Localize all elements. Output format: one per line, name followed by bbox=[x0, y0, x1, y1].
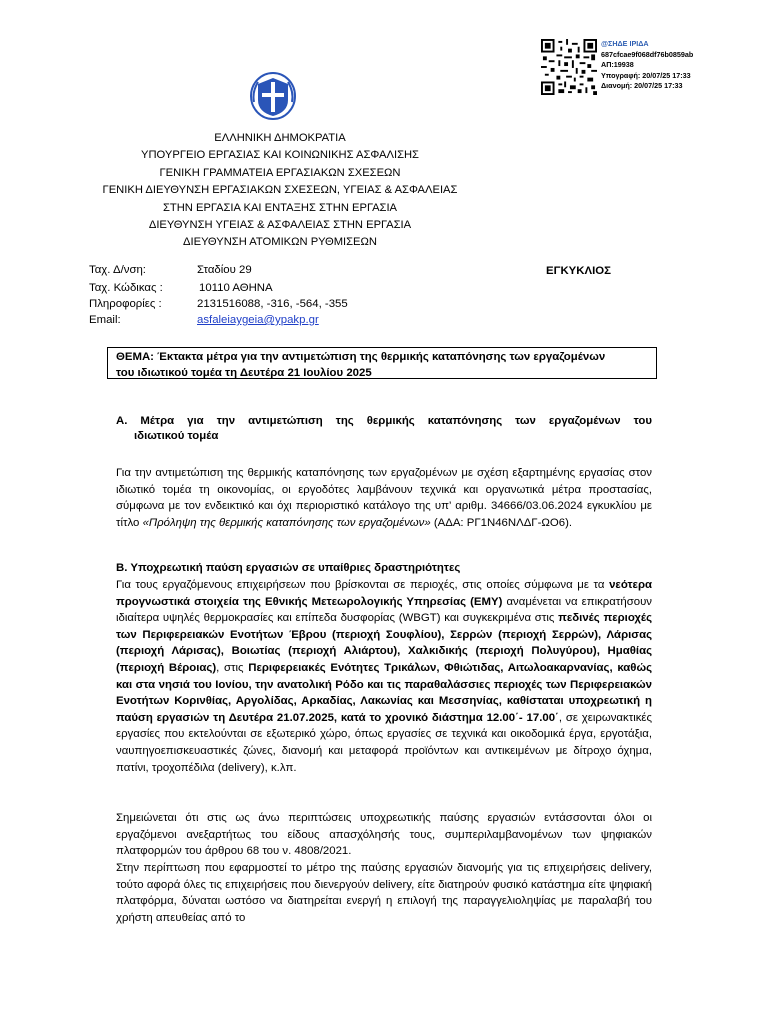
zip-label: Ταχ. Κώδικας : bbox=[89, 282, 163, 294]
header-line: ΔΙΕΥΘΥΝΣΗ ΥΓΕΙΑΣ & ΑΣΦΑΛΕΙΑΣ ΣΤΗΝ ΕΡΓΑΣΙΑ bbox=[148, 219, 412, 232]
section-b-title: Β. Υποχρεωτική παύση εργασιών σε υπαίθριες δραστηριότητες bbox=[116, 562, 461, 574]
street-label: Ταχ. Δ/νση: bbox=[89, 264, 146, 276]
email-label: Email: bbox=[89, 314, 121, 326]
section-b-delivery: Στην περίπτωση που εφαρμοστεί το μέτρο της παύσης εργασιών διανομής για τις επιχειρήσεις delivery, τούτο αφορά όλες τις επιχειρήσεις που διενεργούν delivery, είτε διατηρούν φυσικό κατάστημα είτε ψηφιακή πλατφόρμα, δύναται ωστόσο να διατηρείται ενεργή η επιλογή της παραγγελιοληψίας με παραλαβή του χρήστη απευθείας από το bbox=[116, 862, 652, 924]
stamp-signed: Υπογραφή: 20/07/25 17:33 bbox=[601, 70, 691, 80]
para-bold: πεδινές περιοχές των Περιφερειακών Ενοτήτων Έβρου (περιοχή Σουφλίου), Σερρών (περιοχή Σερρών), Λάρισας (περιοχή Λάρισας), Βοιωτίας (περιοχή Αλιάρτου), Χαλκιδικής (περιοχή Πολυγύρου), Ημαθίας (περιοχή Βέροιας) bbox=[116, 612, 652, 674]
subject-line: του ιδιωτικού τομέα τη Δευτέρα 21 Ιουλίου 2025 bbox=[116, 367, 372, 379]
stamp-org: @ΣΗΔΕ ΙΡΙΔΑ bbox=[601, 39, 649, 48]
para-bold: νεότερα προγνωστικά στοιχεία της Εθνικής Μετεωρολογικής Υπηρεσίας (ΕΜΥ) bbox=[116, 579, 652, 608]
para-text: (ΑΔΑ: ΡΓ1Ν46ΝΛΔΓ-ΩΟ6). bbox=[430, 516, 573, 529]
subject-line: ΘΕΜΑ: Έκτακτα μέτρα για την αντιμετώπιση της θερμικής καταπόνησης των εργαζομένων bbox=[116, 351, 606, 363]
para-text: Για την αντιμετώπιση της θερμικής καταπόνησης των εργαζομένων με σχέση εξαρτημένης εργασίας στον ιδιωτικό τομέα τη οικονομίας, οι εργοδότες λαμβάνουν τεχνικά και οργανωτικά μέτρα προστασίας, σύμφωνα με τον ενδεικτικό και όχι περιοριστικό κατάλογο της υπ’ αριθμ. 34666/03.06.2024 εγκυκλίου με τίτλο bbox=[116, 467, 652, 529]
street-value: Σταδίου 29 bbox=[197, 264, 252, 276]
info-label: Πληροφορίες : bbox=[89, 298, 162, 310]
para-text: , στις bbox=[216, 661, 249, 674]
ministry-header bbox=[60, 130, 500, 252]
header-line: ΥΠΟΥΡΓΕΙΟ ΕΡΓΑΣΙΑΣ ΚΑΙ ΚΟΙΝΩΝΙΚΗΣ ΑΣΦΑΛΙΣΗΣ bbox=[141, 149, 419, 162]
para-text: , σε χειρωνακτικές εργασίες που εκτελούνται σε εξωτερικό χώρο, όπως εργασίες σε τεχνικά και οικοδομικά έργα, εργοτάξια, ναυπηγοεπισκευαστικές ζώνες, διανομή και μεταφορά προϊόντων και αντικειμένων με δίτροχο όχημα, πατίνι, τροχοπέδιλα (delivery), κ.λπ. bbox=[116, 711, 652, 774]
stamp-hash: 687cfcae9f068df76b0859ab bbox=[601, 49, 694, 59]
header-line: ΕΛΛΗΝΙΚΗ ΔΗΜΟΚΡΑΤΙΑ bbox=[214, 132, 346, 144]
signature-stamp bbox=[601, 39, 693, 92]
stamp-ap: ΑΠ:19938 bbox=[601, 60, 634, 70]
section-b-note: Σημειώνεται ότι στις ως άνω περιπτώσεις υποχρεωτικής παύσης εργασιών εντάσσονται όλοι οι εργαζόμενοι ανεξαρτήτως του είδους απασχόλησής τους, συμπεριλαμβανομένων των ψηφιακών πλατφορμών του άρθρου 68 του ν. 4808/2021. bbox=[116, 812, 652, 858]
section-a-title-cont: ιδιωτικού τομέα bbox=[134, 430, 219, 442]
header-line: ΔΙΕΥΘΥΝΣΗ ΑΤΟΜΙΚΩΝ ΡΥΘΜΙΣΕΩΝ bbox=[183, 236, 377, 249]
document-type: ΕΓΚΥΚΛΙΟΣ bbox=[546, 265, 611, 277]
zip-value: 10110 ΑΘΗΝΑ bbox=[199, 282, 273, 294]
section-a-paragraph bbox=[116, 465, 652, 531]
stamp-distributed: Διανομή: 20/07/25 17:33 bbox=[601, 81, 683, 91]
email-link[interactable]: asfaleiaygeia@ypakp.gr bbox=[197, 314, 319, 326]
info-value: 2131516088, -316, -564, -355 bbox=[197, 298, 348, 310]
para-text: Για τους εργαζόμενους επιχειρήσεων που βρίσκονται σε περιοχές, στις οποίες σύμφωνα με τα bbox=[116, 579, 610, 591]
qr-code bbox=[541, 39, 597, 95]
para-text: αναμένεται να επικρατήσουν ιδιαίτερα υψηλές θερμοκρασίες και επίπεδα δυσφορίας (WBGT) και συγκεκριμένα στις bbox=[116, 595, 652, 625]
para-bold: Περιφερειακές Ενότητες Τρικάλων, Φθιώτιδας, Αιτωλοακαρνανίας, καθώς και στα νησιά του Ιονίου, την ανατολική Ρόδο και τις παραθαλάσσιες περιοχές των Περιφερειακών Ενοτήτων Κορινθίας, Αργολίδας, Αρκαδίας, Λακωνίας και Μεσσηνίας, καθίσταται υποχρεωτική η παύση εργασιών τη Δευτέρα 21.07.2025, κατά το χρονικό διάστημα 12.00΄- 17.00΄ bbox=[116, 661, 652, 724]
section-a-title: Α. Μέτρα για την αντιμετώπιση της θερμικής καταπόνησης των εργαζομένων του bbox=[116, 415, 652, 427]
header-line: ΓΕΝΙΚΗ ΓΡΑΜΜΑΤΕΙΑ ΕΡΓΑΣΙΑΚΩΝ ΣΧΕΣΕΩΝ bbox=[159, 166, 401, 179]
greek-emblem-icon bbox=[250, 72, 296, 120]
header-line: ΓΕΝΙΚΗ ΔΙΕΥΘΥΝΣΗ ΕΡΓΑΣΙΑΚΩΝ ΣΧΕΣΕΩΝ, ΥΓΕΙΑΣ & ΑΣΦΑΛΕΙΑΣ bbox=[102, 184, 458, 197]
para-italic-title: «Πρόληψη της θερμικής καταπόνησης των εργαζομένων» bbox=[142, 516, 431, 529]
section-b-paragraph bbox=[116, 577, 652, 776]
header-line: ΣΤΗΝ ΕΡΓΑΣΙΑ ΚΑΙ ΕΝΤΑΞΗΣ ΣΤΗΝ ΕΡΓΑΣΙΑ bbox=[162, 201, 398, 214]
subject-box bbox=[107, 347, 657, 379]
